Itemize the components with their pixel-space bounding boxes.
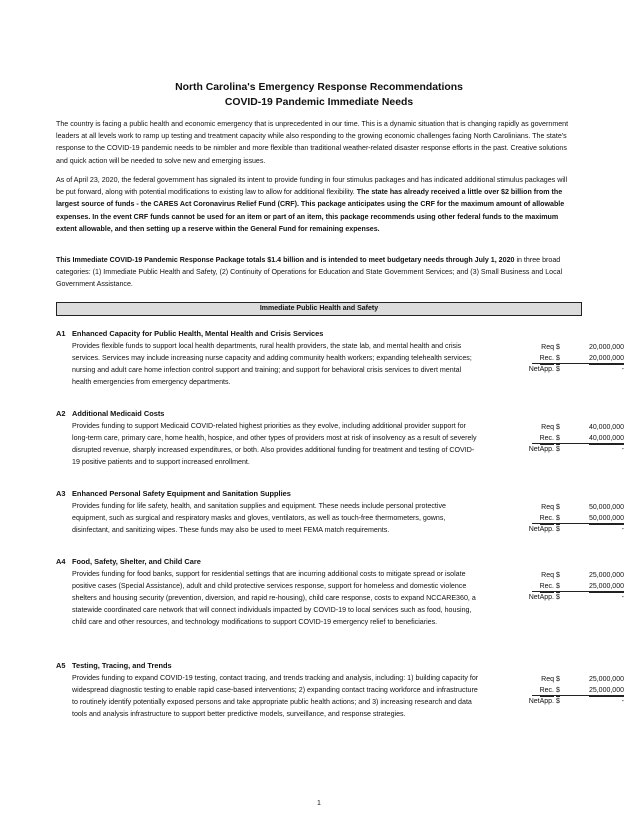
item-code: A4 bbox=[56, 557, 66, 566]
package-paragraph bbox=[56, 254, 576, 291]
netapp-amount: - bbox=[621, 594, 624, 601]
item-code: A3 bbox=[56, 489, 66, 498]
netapp-label: NetApp. bbox=[528, 526, 554, 533]
currency-sign: $ bbox=[556, 513, 560, 525]
req-amount: 25,000,000 bbox=[588, 572, 624, 579]
title-line-1: North Carolina's Emergency Response Recommendations bbox=[175, 82, 463, 93]
netapp-label: NetApp. bbox=[528, 366, 554, 373]
rec-amount: 40,000,000 bbox=[589, 433, 624, 445]
item-title: Enhanced Capacity for Public Health, Mental Health and Crisis Services bbox=[72, 329, 324, 338]
item-description: Provides funding for life safety, health, and sanitation supplies and equipment. These needs include personal protective equipment, such as surgical and respiratory masks and gloves, ventilators, as well as touch-free thermometers, gowns, disinfectant, and sanitizing wipes. These funds may also be used to meet FEMA match requirements. bbox=[72, 502, 446, 535]
item-amounts bbox=[494, 502, 624, 535]
item-amounts bbox=[494, 674, 624, 707]
currency-sign: $ bbox=[556, 424, 560, 431]
req-label: Req bbox=[541, 504, 554, 511]
funding-paragraph bbox=[56, 174, 576, 235]
item-amounts bbox=[494, 422, 624, 455]
item-code: A5 bbox=[56, 661, 66, 670]
req-amount: 25,000,000 bbox=[588, 676, 624, 683]
req-label: Req bbox=[541, 424, 554, 431]
currency-sign: $ bbox=[556, 594, 560, 601]
currency-sign: $ bbox=[556, 353, 560, 365]
package-paragraph-text: in three broad categories: (1) Immediate Public Health and Safety, (2) Continuity of Operations for Education and State Government Services; and (3) Small Business and Local Government Assistance. bbox=[56, 256, 563, 289]
rec-label: Rec. bbox=[540, 685, 554, 697]
rec-amount: 50,000,000 bbox=[589, 513, 624, 525]
title-line-2: COVID-19 Pandemic Immediate Needs bbox=[224, 97, 414, 108]
item-description: Provides funding for food banks, support for residential settings that are incurring additional costs to mitigate spread or isolate positive cases (Special Assistance), adult and child protective services response, support for homeless and domestic violence shelters and housing security (prevention, diversion, and rapid re-housing), child care response, costs to expand NCCARE360, a statewide coordinated care network that will connect individuals impacted by COVID-19 to local services such as food, housing, child care and other resources, and technology modifications to support COVID-19 emergency relief to beneficiaries. bbox=[72, 570, 476, 627]
section-header: Immediate Public Health and Safety bbox=[56, 302, 582, 316]
item-title: Food, Safety, Shelter, and Child Care bbox=[72, 557, 201, 566]
rec-amount: 25,000,000 bbox=[589, 581, 624, 593]
netapp-label: NetApp. bbox=[528, 446, 554, 453]
item-title: Enhanced Personal Safety Equipment and Sanitation Supplies bbox=[72, 489, 291, 498]
item-title: Additional Medicaid Costs bbox=[72, 409, 165, 418]
currency-sign: $ bbox=[556, 698, 560, 705]
rec-label: Rec. bbox=[540, 433, 554, 445]
rec-label: Rec. bbox=[540, 353, 554, 365]
currency-sign: $ bbox=[556, 685, 560, 697]
intro-paragraph: The country is facing a public health and economic emergency that is unprecedented in our time. This is a dynamic situation that is changing rapidly as government leaders at all levels work to ramp up testing and treatment capacity while also responding to the growing economic challenges facing North Carolinians. The state's response to the COVID-19 pandemic needs to be nimbler and more flexible than traditional weather-related disaster response efforts in the past. Creative solutions and quick action will be needed to solve new and emerging issues. bbox=[56, 120, 569, 165]
currency-sign: $ bbox=[556, 344, 560, 351]
netapp-label: NetApp. bbox=[528, 698, 554, 705]
item-title: Testing, Tracing, and Trends bbox=[72, 661, 172, 670]
item-code: A1 bbox=[56, 329, 66, 338]
currency-sign: $ bbox=[556, 366, 560, 373]
rec-amount: 20,000,000 bbox=[589, 353, 624, 365]
item-code: A2 bbox=[56, 409, 66, 418]
document-title bbox=[0, 80, 638, 110]
funding-paragraph-text: As of April 23, 2020, the federal government has signaled its intent to provide funding in four stimulus packages and has indicated additional stimulus packages will be put forward, along with potential modifications to existing law to allow for additional flexibility. bbox=[56, 176, 568, 197]
rec-label: Rec. bbox=[540, 513, 554, 525]
item-description: Provides flexible funds to support local health departments, rural health providers, the state lab, and mental health and crisis services. Services may include increasing nurse capacity and adding community health workers; expanding telehealth services; nursing and adult care home infection control support and training; and support for behavioral crisis services to divert mental health emergencies from emergency departments. bbox=[72, 342, 472, 387]
currency-sign: $ bbox=[556, 446, 560, 453]
rec-amount: 25,000,000 bbox=[589, 685, 624, 697]
currency-sign: $ bbox=[556, 433, 560, 445]
req-label: Req bbox=[541, 676, 554, 683]
netapp-amount: - bbox=[621, 446, 624, 453]
rec-label: Rec. bbox=[540, 581, 554, 593]
item-description: Provides funding to expand COVID-19 testing, contact tracing, and trends tracking and analysis, including: 1) building capacity for widespread diagnostic testing to enable rapid case-based interventions; 2) expanding contact tracing workforce and infrastructure to routinely identify potentially exposed persons and take appropriate public health actions; and 3) increasing research and data tools and analysis infrastructure to support better predictive models, surveillance, and response strategies. bbox=[72, 674, 479, 719]
package-paragraph-emphasis: This Immediate COVID-19 Pandemic Response Package totals $1.4 billion and is intended to meet budgetary needs through July 1, 2020 bbox=[56, 256, 515, 264]
funding-paragraph-emphasis: The state has already received a little over $2 billion from the largest source of funds - the CARES Act Coronavirus Relief Fund (CRF). This package anticipates using the CRF for the maximum amount of allowable expenses. In the event CRF funds cannot be used for an item or part of an item, this package recommends using other federal funds to the maximum extent allowable, and then setting up a reserve within the General Fund for remaining expenses. bbox=[56, 188, 565, 233]
item-amounts bbox=[494, 342, 624, 375]
item-amounts bbox=[494, 570, 624, 603]
netapp-label: NetApp. bbox=[528, 594, 554, 601]
netapp-amount: - bbox=[621, 366, 624, 373]
currency-sign: $ bbox=[556, 572, 560, 579]
req-label: Req bbox=[541, 572, 554, 579]
currency-sign: $ bbox=[556, 526, 560, 533]
req-amount: 20,000,000 bbox=[588, 344, 624, 351]
currency-sign: $ bbox=[556, 581, 560, 593]
currency-sign: $ bbox=[556, 676, 560, 683]
currency-sign: $ bbox=[556, 504, 560, 511]
item-description: Provides funding to support Medicaid COVID-related highest priorities as they evolve, including additional provider support for long-term care, primary care, home health, hospice, and other types of providers most at risk of insolvency as a result of severely disrupted revenue, sharply increased expenditures, or both. Also provides additional funding for treatment and testing of COVID-19 positive patients and to support increased enrollment. bbox=[72, 422, 477, 467]
page-number: 1 bbox=[317, 800, 321, 807]
netapp-amount: - bbox=[621, 698, 624, 705]
netapp-amount: - bbox=[621, 526, 624, 533]
req-amount: 50,000,000 bbox=[588, 504, 624, 511]
req-amount: 40,000,000 bbox=[588, 424, 624, 431]
req-label: Req bbox=[541, 344, 554, 351]
